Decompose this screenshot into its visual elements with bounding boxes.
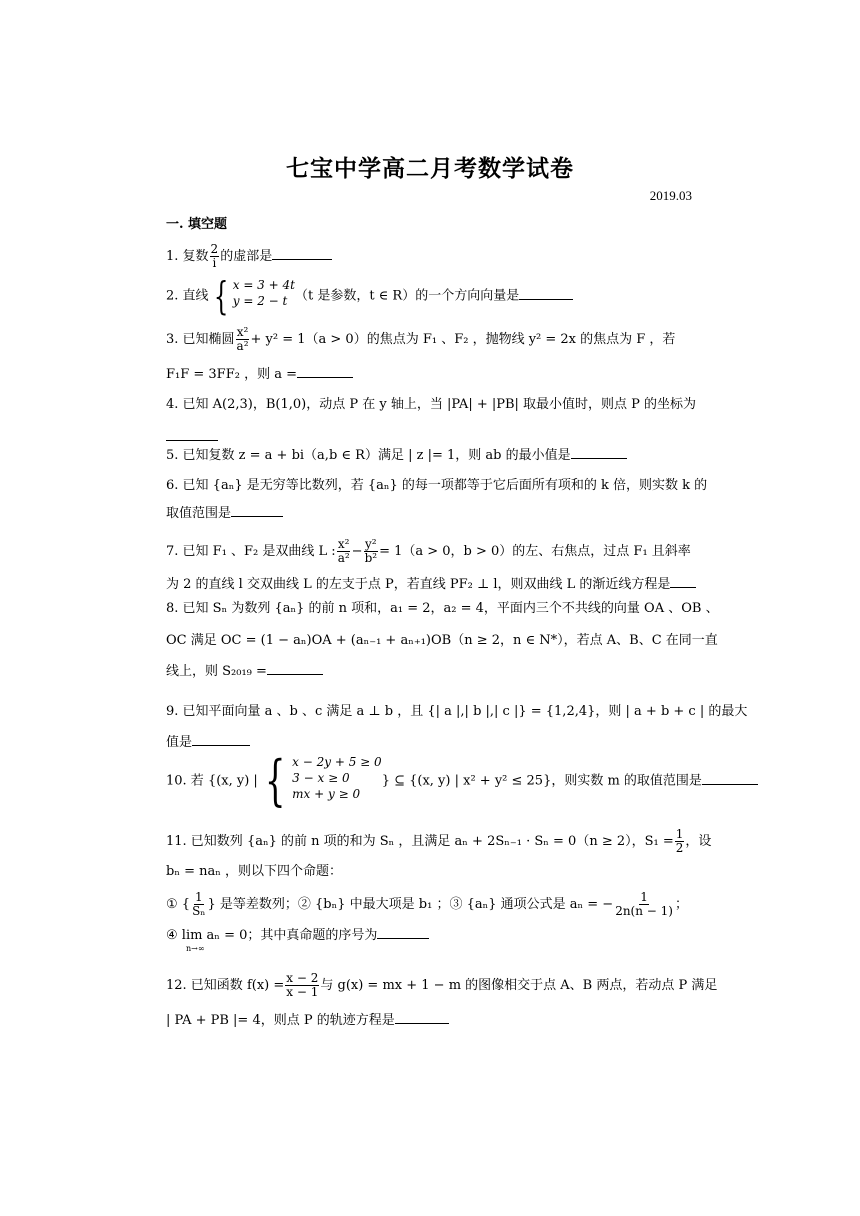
answer-blank [231,504,283,517]
page-title: 七宝中学高二月考数学试卷 [286,155,574,182]
answer-blank [571,446,627,459]
fraction: $\frac{x - 2}{x - 1}$ [286,971,319,999]
answer-blank [267,662,323,675]
fraction: $\frac{1}{2n(n - 1)}$ [615,890,673,918]
fraction: $\frac{1}{\text{Sₙ}}$ [192,890,206,918]
answer-blank [519,287,573,300]
limit-subscript: n→∞ [186,944,205,953]
answer-blank [297,365,353,378]
question-11: 11. 已知数列 {aₙ} 的前 n 项的和为 Sₙ ，且满足 aₙ + 2Sₙ₋₁ · Sₙ = 0（n ≥ 2），S₁ = $\frac{1}{2}$ ，设 bₙ = naₙ ，则以下四个命题： ① { $\frac{1}{\text{Sₙ}}$ } 是等差数列；② {bₙ} 中最大项是 b₁ ；③ {aₙ} 通项公式是 aₙ = − $\frac{1}{2n(n - 1)}$ ； ④ lim aₙ = 0；其中真命题的序号为 n→∞ [166,827,712,953]
fraction: $\frac{\text{x²}}{\text{a²}}$ [236,325,249,353]
exam-date: 2019.03 [649,188,692,203]
equation-system: { x = 3 + 4t y = 2 − t [213,274,295,318]
answer-blank [166,428,218,441]
question-4: 4. 已知 A(2,3)，B(1,0)，动点 P 在 y 轴上，当 |PA| + |PB| 取最小值时，则点 P 的坐标为 [166,396,696,447]
question-10: 10. 若 {(x, y) | { x − 2y + 5 ≥ 0 3 − x ≥ 0 mx + y ≥ 0 } ⊆ {(x, y) | x² + y² ≤ 25}，则实数 m 的取值范围是 [166,754,696,808]
section-heading: 一. 填空题 [166,217,228,232]
answer-blank [670,575,696,588]
question-9: 9. 已知平面向量 a 、b 、c 满足 a ⊥ b ，且 {| a |,| b |,| c |} = {1,2,4}，则 | a + b + c | 的最大 值是 [166,704,748,750]
answer-blank [272,247,332,260]
fraction: $\frac{1}{2}$ [675,827,684,855]
fraction: $\frac{\text{y²}}{\text{b²}}$ [364,537,378,565]
question-1: 1. 复数 $\frac{2}{i}$ 的虚部是 [166,243,696,270]
answer-blank [192,733,250,746]
question-12: 12. 已知函数 f(x) = $\frac{x - 2}{x - 1}$ 与 g(x) = mx + 1 − m 的图像相交于点 A、B 两点，若动点 P 满足 | PA + PB |= 4，则点 P 的轨迹方程是 [166,971,718,1028]
question-5: 5. 已知复数 z = a + bi（a,b ∈ R）满足 | z |= 1，则 ab 的最小值是 [166,446,696,465]
answer-blank [702,772,758,785]
inequality-system: { x − 2y + 5 ≥ 0 3 − x ≥ 0 mx + y ≥ 0 [264,749,382,812]
question-2: 2. 直线 { x = 3 + 4t y = 2 − t （t 是参数，t ∈ R）的一个方向向量是 [166,277,696,315]
question-7: 7. 已知 F₁ 、F₂ 是双曲线 L : $\frac{\text{x²}}{\text{a²}}$ − $\frac{\text{y²}}{\text{b²}}$ = 1（a > 0，b > 0）的左、右焦点，过点 F₁ 且斜率 为 2 的直线 l 交双曲线 L 的左支于点 P，若直线 PF₂ ⊥ l，则双曲线 L 的渐近线方程是 [166,538,696,594]
question-6: 6. 已知 {aₙ} 是无穷等比数列，若 {aₙ} 的每一项都等于它后面所有项和的 k 倍，则实数 k 的 取值范围是 [166,478,708,521]
answer-blank [395,1011,449,1024]
fraction: $\frac{2}{i}$ [210,242,219,270]
answer-blank [377,926,429,939]
fraction: $\frac{\text{x²}}{\text{a²}}$ [337,537,350,565]
question-3: 3. 已知椭圆 $\frac{\text{x²}}{\text{a²}}$ + y² = 1（a > 0）的焦点为 F₁ 、F₂ ，抛物线 y² = 2x 的焦点为 F ，若 F₁F = 3FF₂ ，则 a = [166,325,676,382]
question-8: 8. 已知 Sₙ 为数列 {aₙ} 的前 n 项和，a₁ = 2，a₂ = 4，平面内三个不共线的向量 OA 、OB 、 OC 满足 OC = (1 − aₙ)OA + (aₙ₋₁ + aₙ₊₁)OB（n ≥ 2，n ∈ N*），若点 A、B、C 在同一直 线上，则 S₂₀₁₉ = [166,601,719,679]
